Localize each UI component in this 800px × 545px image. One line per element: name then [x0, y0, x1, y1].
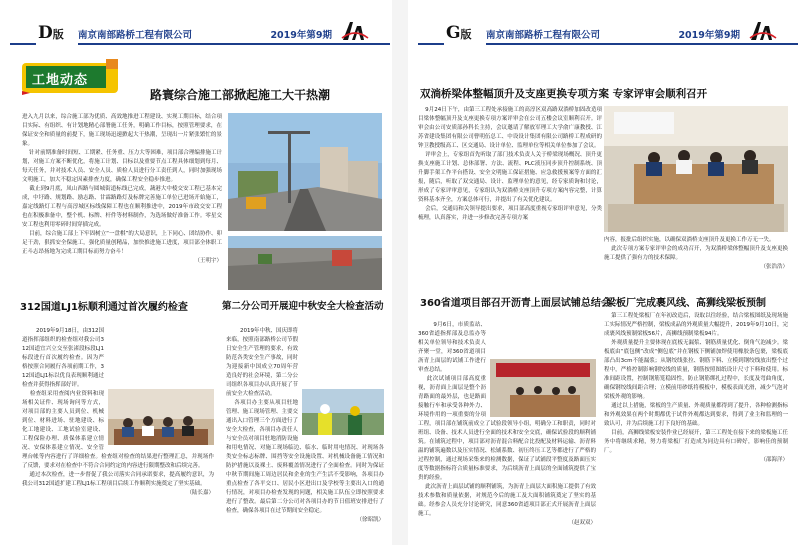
left-page	[0, 0, 392, 545]
company-logo-icon	[340, 18, 370, 44]
company-logo-icon	[748, 18, 778, 44]
safety-inspection-photo	[302, 371, 384, 435]
right-article-3: 第三工程处梁板厂在年初改造后，设取以往经验，结合梁板图纸及现场施工实际情况严格控制，梁板成品的外观质量大幅提升，2019年9月10日，完成裹风线预制梁板56片，高狮线预制梁板94片。 外观质量提升主要体现在底板无漏浆、钢筋质量优化、倒角气泡减少。梁板底由“底包侧”改成“侧包底”并在钢板下侧铺加焊使用橡胶条包裹，梁板底部凸出3cm不能漏浆；从钢绞线张拉、钢筋下料、立模到钢绞线放出整个过程中，严格控制影响钢绞线的质量，钢筋按照图纸设计尺寸下料和使用。标准间距设置，控制钢筋笼稳固性，防止钢筋绑扎过程中，长度及弯曲角度，确保钢绞线间距合理；立模前用砂纸将模板中，模板表面光滑，减少气泡对梁板外观的影响。 通过以上措施，梁板的生产质量、外观质量都得到了提升，各种检测指标和外观效果在两个时期都优于试件外观都达到要求，得到了业主和监理的一致认可，并为后续施工打下良好的基础。 目前，高狮线梁板安装作业已经展开，第三工程处在接下来的梁板施工任务中将继续求精，努力将梁板厂打造成为同边具有口碑好，影响佳的预制厂。 （邵海洋）	[604, 313, 788, 463]
section-badge-text: 工地动态	[32, 73, 89, 88]
paving-summary-meeting-photo	[490, 341, 596, 417]
right-main-article-a: 9月24日下午，由第三工程处承接施工的高淳区双高路双淌桥加固改造项目梁体整幅顶升及支座更换专项方案评审会在公司五楼会议室顺利召开。评审会由公司安质部孙科长主持，会议邀请了解放军理工大学俞广康教授、江苏省建设集团有限公司曹明伍总工、中设设计集团有限公司路桥工程成研的钟卫教授级高工、区交通局、设计单位、监理单位等相关单位参加了会议。 评审会上，专家组首先听取了部门技术负责人关于桥梁现场概况、顶升更换支座施工计划、总体部署、方法、流程、PLC液压同步顶升控制系统、顶升脚手架工作平台搭设、安全文明施工保证措施、应急救援预案等方面的汇报，随后，听取了双交通局、设计、监理单位的意见，经专家质询和讨论，形成了专家评审意见，专家组认为双淌桥支座顶升专项方案内容完整，计算资料基本齐全，方案总体可行，并提出了有关优化建议。 会后，交通局和关领导提出要求，项目部高度重视专家组评审意见，分类梳理，认真落实，并进一步修改完善专项方案	[418, 107, 602, 221]
expert-review-meeting-photo	[604, 106, 788, 232]
edition-letter: G版	[446, 23, 472, 43]
right-header	[418, 21, 792, 45]
header-rule-left	[10, 43, 36, 45]
left-headline-3: 第二分公司开展迎中秋安全大检查活动	[222, 301, 384, 312]
page-gutter	[392, 0, 408, 545]
company-name: 南京南部路桥工程有限公司	[486, 30, 601, 41]
edition-letter: D版	[38, 23, 64, 43]
right-page	[408, 0, 800, 545]
left-main-article: 进入九月以来，综合施工部为优质、高效地推进工程建设、实现工期目标，结合项目实际、有组织、有计划地精心部署施工任务，明确工作目标，按照管理要求，在保证安全和质量的前提下，施工现场迅速掀起大干热潮，呈现出一片紧张繁忙的景象。 针对前期准备时间短、工期紧、任务重、压力大等困难，项目部合理编排施工计划，对施工方案不断优化，将施工计划、目标以及重要节点工程具体细划到每月、每天任务，并对技术人员、安全人员、质检人员进行分工责任到人，同时加强现场文明施工，加大不稳定因素排查力度，确保工程安全稳步推进。 截止到9月底，凤山西路与圆城街道标线已完成，蔬港大中棱交安工程已基本完成，中圩路、规划路、励志路、甘霖路路灯及标牌完善施工单位已进场开始施工，嘉定线路灯工程与高淳城区标线保障工程也在顺利推进中，2019年市政交安工程也在积极准备中，整个机、标牌、杆件等材料制作，为选场做好准备工作。零星交安工程也利用零碎时间穿插完成。 目前，综合施工部上下牢固树立“一盘棋”的大局意识，上下同心、团结协作、卯足干劲，狠抓安全保施工，强化质量创精品，加快推进施工进度，项目部全体职工正斗志昂扬地为完成工期目标而努力奋斗！ （王明宇）	[22, 114, 222, 264]
company-name: 南京南部路桥工程有限公司	[78, 30, 193, 41]
right-headline-3: 梁板厂完成裹风线、高狮线梁板预制	[606, 298, 766, 309]
left-main-headline: 路寰综合施工部掀起施工大干热潮	[150, 88, 331, 102]
left-article-2: 2019年9月18日，由312国道指挥部组织的检查组对我公司312国道宜兴立交至张渚段标段LJ1标段进行首次履约检查。因为严格按照合同履行各项前期工作，312国道LJ1标以优良表现顺利通过检查并获得指挥部好评。 检查组采用查阅内业资料和现场相关证件、现场询问等方式，对项目部的主要人员到位、机械到位、材料进场、驻地建设、标化工地建设、工地试验室建设、工程保险办理、质保体系建立情况、安保体系建立情况、安全管理台帐等内容进行了详细检查。检查组对检查的结果进行整理汇总，并现场作了反馈，要求对在检查中不符合合同约定的内容进行限期整改和后续完善。 通过本次检查，进一步督促了我公司落实合同承诺要求，提高履约意识，为我公司312国道扩建工程LJ1标工程项目后续工作顺利实施奠定了坚实基础。 （陆长嘉）	[22, 328, 214, 496]
right-main-article-b: 内容，报批后组织实施，以确保双淌桥支座顶升及更换工作万无一失。 此次专项方案专家评审会的成功召开，为双淌桥梁体整幅顶升及支座更换施工提供了强有力的技术保障。 （张浩浩）	[604, 237, 788, 270]
inspection-meeting-photo	[108, 371, 214, 445]
issue-number: 2019年第9期	[270, 30, 332, 41]
header-rule-left	[418, 43, 444, 45]
issue-number: 2019年第9期	[678, 30, 740, 41]
right-main-headline: 双淌桥梁体整幅顶升及支座更换专项方案 专家评审会顺利召开	[420, 88, 708, 100]
left-headline-2: 312国道LJ1标顺利通过首次履约检查	[20, 302, 188, 313]
road-surface-photo	[228, 236, 382, 290]
right-article-2: 360省道沥青上面层试铺总结会 9月6日，市质监站、360省道指挥部及总监办等相关单位领导和技术负责人齐聚一堂，对360省道项目沥青上面层的试铺工作进行审查总结。 此次试铺项目部高度重视，沥青面上面层是整个沥青路面的最外层，也是路面接触行车和承受各种外力、环境作用的一项重要的分项工程，项目部在铺筑前成立了试验段领导小组，明确分工和职责，同时对班组、设备、技术人员进行全面的技术和安全交底，确保试验段的顺利铺筑。在铺筑过程中，项目部对沥青混合料配合比投配及材料运输、沥青料温的铺筑遍数以及压实情况、松铺系数、初压终压工艺等都进行了严格的过程控制，通过现场采集来的检测数据，保证了试铺段平整度及路面压实度等数据指标符合质量标准要求，为后续沥青上面层的全面铺筑提供了宝贵的经验。 此次沥青上面层试铺的顺利铺筑，为沥青上面层大面积施工提供了有效技术参数和质量依据，对规范今后的施工及大面积铺筑奠定了坚实的基础。经参会人员充分讨论研究，同意360省道项目部正式开展沥青上面层施工。 （赵双双）	[418, 322, 596, 526]
section-badge	[22, 55, 122, 97]
right-headline-2: 360省道项目部召开沥青上面层试铺总结会	[420, 298, 611, 309]
left-article-3: 2019年中秋、国庆即将来临，按照南部路桥公司节假日安全生产管理的要求，有效防范各类安全生产事故，同时为迎接新中国成立70周年营造良好的社会环境，第二分公司组织各项目办认真开展了节前安全大检查活动。 各项目办主要从项目驻地管理、施工现场管理、主要交通出入口管理三个方面进行了安全大检查，各项目办责任人与安全员对项目驻地消防设施和用电情况、对施工现场临边、临水、临时用电情况、对现场各类安全标志标牌、围挡等安全设施设置、对机械设备施工情况和防护措施以及裸土、废料覆盖情况进行了全面检查。同时为保证中秋节期间施工周边居民和企业的生产生活不受影响，各项目办重点检查了各平交口、居民小区进出口及学校等主要出入口的通行情况，对项目办检查发现的问题，相关施工队伍立即按照要求进行了整改。最后第二分公司对各项目办的节日值班安排进行了检查，确保各项目在过节期间安全稳定。 （徐昭凯）	[226, 328, 384, 523]
meeting-banner-text: 360省道沥青上面层试铺总结会	[498, 348, 568, 354]
left-header	[10, 21, 384, 45]
road-construction-photo	[228, 113, 382, 231]
